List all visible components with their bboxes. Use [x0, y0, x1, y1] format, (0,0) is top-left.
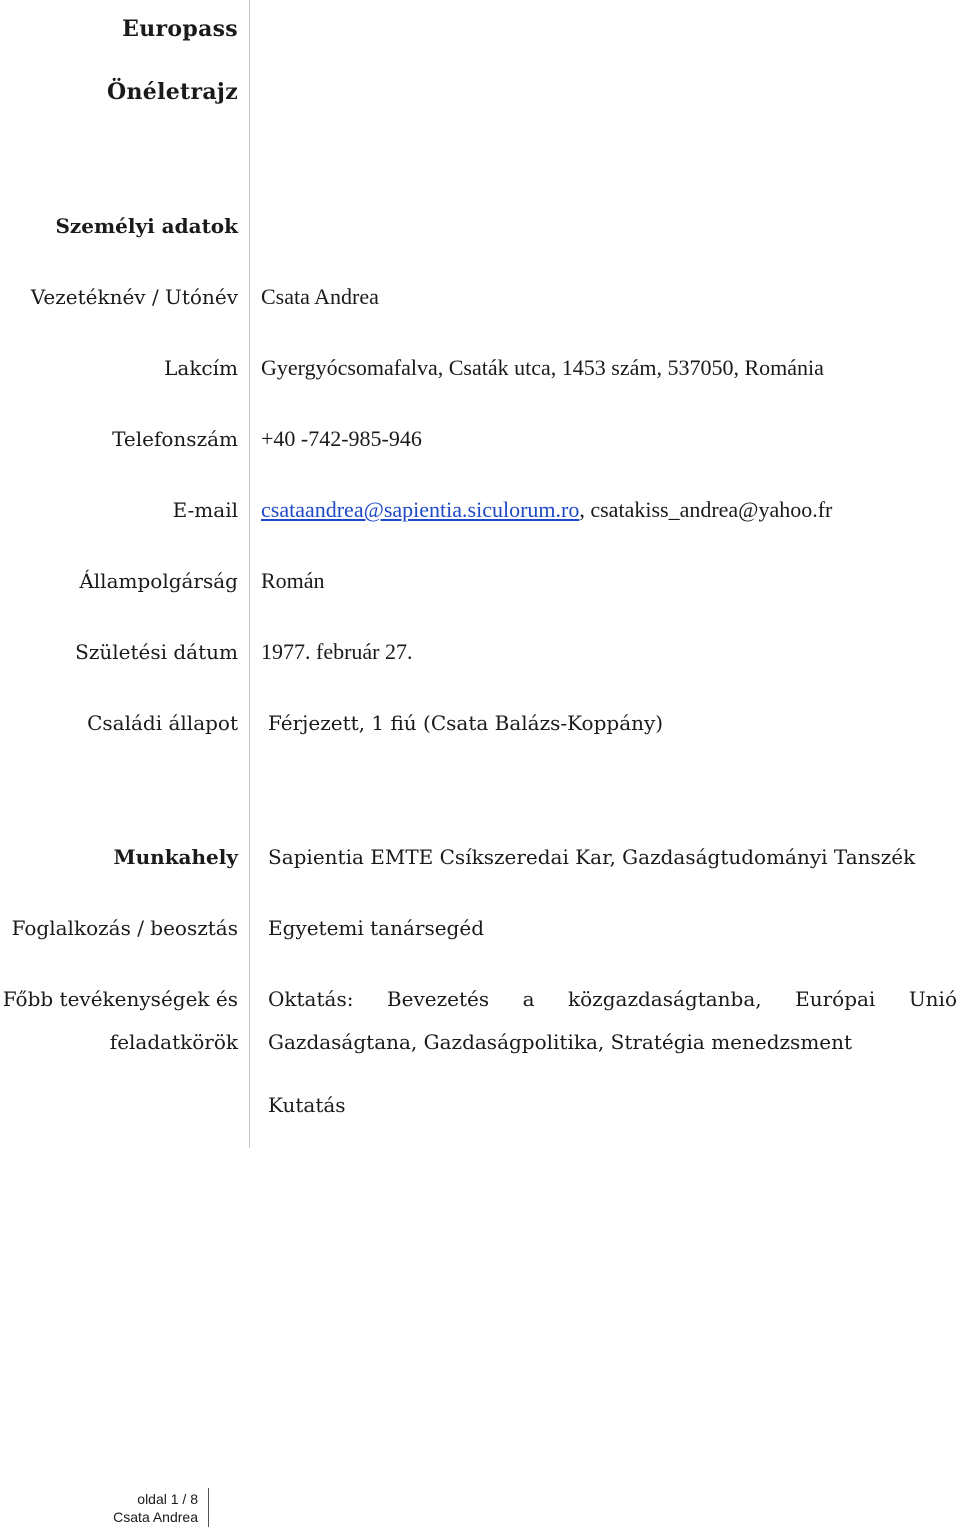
label-activities-line1: Főbb tevékenységek és	[2, 987, 238, 1011]
label-name: Vezetéknév / Utónév	[30, 285, 238, 309]
section-title-personal: Személyi adatok	[55, 214, 238, 238]
value-email	[261, 497, 832, 523]
value-marital-status: Férjezett, 1 fiú (Csata Balázs-Koppány)	[268, 711, 664, 735]
page-number: oldal 1 / 8	[137, 1491, 198, 1507]
label-citizenship: Állampolgárság	[79, 569, 238, 593]
section-title-workplace: Munkahely	[113, 845, 238, 869]
label-birthdate: Születési dátum	[75, 640, 238, 664]
email-secondary: , csatakiss_andrea@yahoo.fr	[579, 497, 833, 522]
value-address: Gyergyócsomafalva, Csaták utca, 1453 szám, 537050, Románia	[261, 355, 824, 380]
footer-divider	[208, 1488, 209, 1527]
footer-name: Csata Andrea	[113, 1509, 198, 1525]
value-occupation: Egyetemi tanársegéd	[268, 916, 484, 940]
label-address: Lakcím	[164, 356, 238, 380]
value-name: Csata Andrea	[261, 284, 379, 309]
label-marital-status: Családi állapot	[87, 711, 238, 735]
cv-title-oneletrajz: Önéletrajz	[107, 79, 238, 105]
value-activities-line2: Gazdaságtana, Gazdaságpolitika, Stratégia menedzsment	[268, 1030, 853, 1054]
cv-title-europass: Europass	[122, 16, 238, 42]
value-activities-line3: Kutatás	[268, 1093, 346, 1117]
email-link[interactable]: csataandrea@sapientia.siculorum.ro	[261, 497, 580, 522]
value-workplace: Sapientia EMTE Csíkszeredai Kar, Gazdaságtudományi Tanszék	[268, 845, 916, 869]
label-activities-line2: feladatkörök	[109, 1030, 238, 1054]
value-phone: +40 -742-985-946	[261, 426, 422, 451]
label-phone: Telefonszám	[112, 427, 238, 451]
value-birthdate: 1977. február 27.	[261, 639, 413, 664]
label-email: E-mail	[172, 498, 238, 522]
label-occupation: Foglalkozás / beosztás	[11, 916, 238, 940]
value-citizenship: Román	[261, 568, 325, 593]
value-activities-line1: Oktatás: Bevezetés a közgazdaságtanba, Európai Unió	[268, 987, 957, 1011]
page-footer	[110, 1490, 198, 1526]
column-divider	[249, 0, 250, 1148]
